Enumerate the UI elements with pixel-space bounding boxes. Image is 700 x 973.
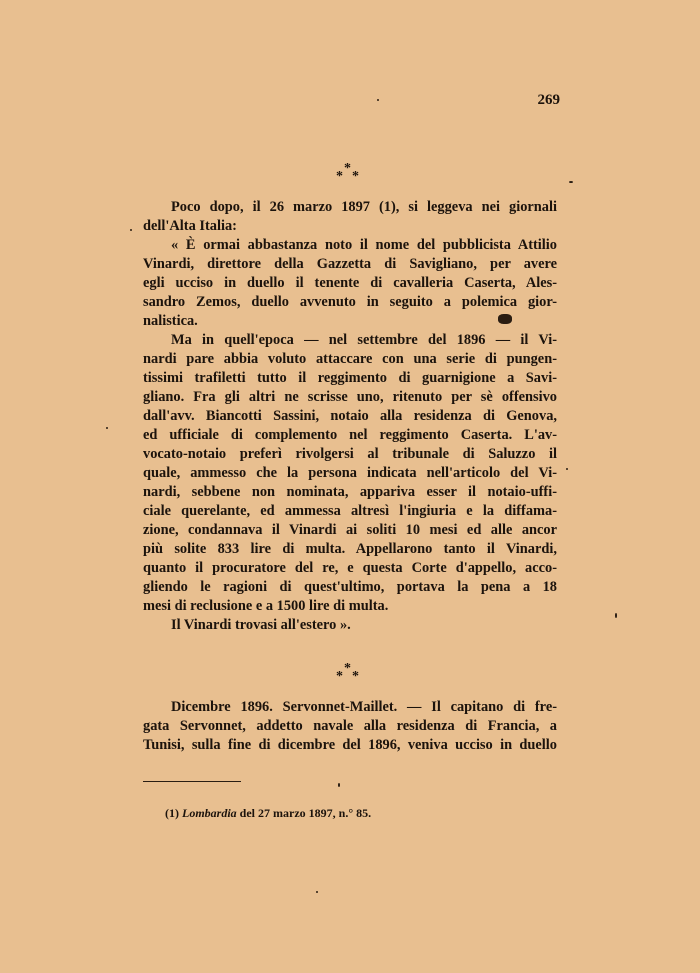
text-line: tissimi trafiletti tutto il reggimento di guarnigione a Savi- <box>143 370 557 386</box>
text-line: ciale querelante, ed ammessa altresì l'ingiuria e la diffama- <box>143 503 557 519</box>
text-line: « È ormai abbastanza noto il nome del pubblicista Attilio <box>171 237 557 253</box>
footnote <box>165 806 371 821</box>
text-line: egli ucciso in duello il tenente di cavalleria Caserta, Ales- <box>143 275 557 291</box>
text-line: gliano. Fra gli altri ne scrisse uno, ritenuto per sè offensivo <box>143 389 557 405</box>
text-line: Tunisi, sulla fine di dicembre del 1896, veniva ucciso in duello <box>143 737 557 753</box>
text-line: mesi di reclusione e a 1500 lire di multa. <box>143 598 389 614</box>
text-line: gata Servonnet, addetto navale alla residenza di Francia, a <box>143 718 557 734</box>
section-2-text <box>143 698 557 755</box>
footnote-marker: (1) <box>165 806 179 820</box>
text-line: nalistica. <box>143 313 198 329</box>
footnote-text: del 27 marzo 1897, n.° 85. <box>239 806 372 820</box>
scan-speck <box>377 99 379 101</box>
scan-speck <box>615 613 617 618</box>
asterism-divider-1: * * * <box>336 161 359 184</box>
text-line: più solite 833 lire di multa. Appellarono tanto il Vinardi, <box>143 541 557 557</box>
text-line: Il Vinardi trovasi all'estero ». <box>171 617 351 633</box>
text-line: nardi pare abbia voluto attaccare con una serie di pungen- <box>143 351 557 367</box>
text-line: gliendo le ragioni di quest'ultimo, portava la pena a 18 <box>143 579 557 595</box>
asterism-divider-2: * * * <box>336 661 359 684</box>
text-line: zione, condannava il Vinardi ai soliti 10 mesi ed alle ancor <box>143 522 557 538</box>
text-line: dell'Alta Italia: <box>143 218 237 234</box>
text-line: quanto il procuratore del re, e questa Corte d'appello, acco- <box>143 560 557 576</box>
scan-speck <box>338 783 340 787</box>
text-line: quale, ammesso che la persona indicata nell'articolo del Vi- <box>143 465 557 481</box>
scan-speck <box>566 468 568 470</box>
text-line: dall'avv. Biancotti Sassini, notaio alla residenza di Genova, <box>143 408 557 424</box>
footnote-rule <box>143 781 241 782</box>
scan-speck <box>106 427 108 429</box>
footnote-source: Lombardia <box>182 806 237 820</box>
section-1-text <box>143 198 557 635</box>
text-line: Ma in quell'epoca — nel settembre del 1896 — il Vi- <box>171 332 557 348</box>
scan-speck <box>498 314 512 324</box>
page-number: 269 <box>537 92 560 108</box>
text-line: ed ufficiale di complemento nel reggimento Caserta. L'av- <box>143 427 557 443</box>
text-line: Poco dopo, il 26 marzo 1897 (1), si leggeva nei giornali <box>171 199 557 215</box>
text-line: sandro Zemos, duello avvenuto in seguito a polemica gior- <box>143 294 557 310</box>
scan-speck <box>569 181 573 183</box>
scan-speck <box>130 229 132 231</box>
scan-speck <box>316 891 318 893</box>
text-line: Dicembre 1896. Servonnet-Maillet. — Il capitano di fre- <box>171 699 557 715</box>
text-line: nardi, sebbene non nominata, appariva esser il notaio-uffi- <box>143 484 557 500</box>
text-line: Vinardi, direttore della Gazzetta di Savigliano, per avere <box>143 256 557 272</box>
text-line: vocato-notaio preferì rivolgersi al tribunale di Saluzzo il <box>143 446 557 462</box>
